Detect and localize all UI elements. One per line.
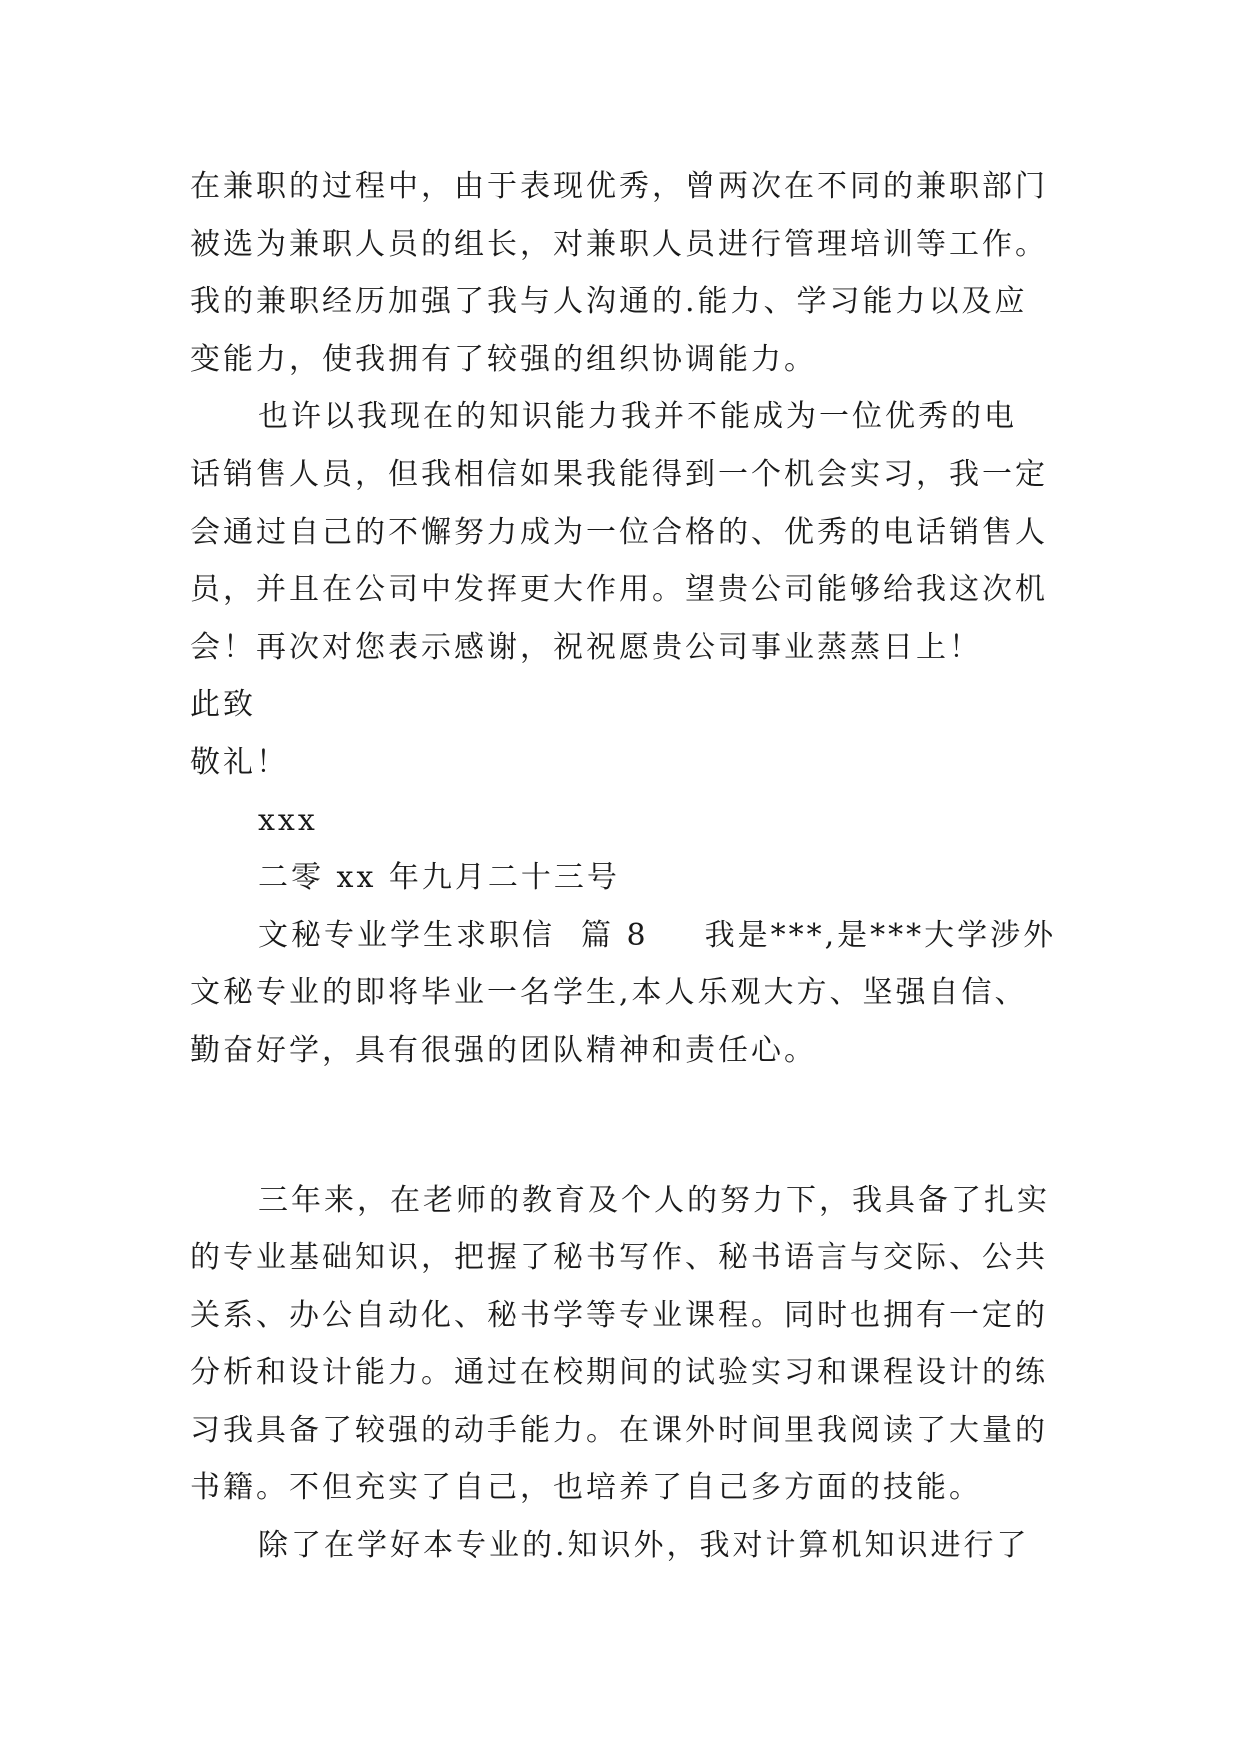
text-line: 书籍。不但充实了自己，也培养了自己多方面的技能。: [190, 1470, 982, 1506]
paragraph-studies: [190, 1172, 1070, 1518]
text-line: 也许以我现在的知识能力我并不能成为一位优秀的电: [258, 399, 1017, 435]
document-body: [190, 158, 1070, 1575]
section-title: 文秘专业学生求职信: [258, 917, 555, 953]
signature-text: xxx: [258, 802, 318, 838]
text-line: 文秘专业的即将毕业一名学生,本人乐观大方、坚强自信、: [190, 975, 1028, 1011]
paragraph-computer-skills: [190, 1517, 1070, 1575]
section-number: 篇 8: [581, 917, 649, 953]
date-text: 二零 xx 年九月二十三号: [258, 860, 620, 896]
text-line: 除了在学好本专业的.知识外，我对计算机知识进行了: [258, 1528, 1030, 1564]
text-line: 变能力，使我拥有了较强的组织协调能力。: [190, 341, 817, 377]
text-line: 会通过自己的不懈努力成为一位合格的、优秀的电话销售人: [190, 514, 1048, 550]
text-line: 话销售人员，但我相信如果我能得到一个机会实习，我一定: [190, 456, 1048, 492]
paragraph-spacer: [190, 1080, 1070, 1172]
text-line: 分析和设计能力。通过在校期间的试验实习和课程设计的练: [190, 1355, 1048, 1391]
paragraph-request: [190, 388, 1070, 676]
text-line: 员，并且在公司中发挥更大作用。望贵公司能够给我这次机: [190, 572, 1048, 608]
section-heading-line: [190, 907, 1070, 965]
text-line: 我是***,是***大学涉外: [704, 917, 1057, 953]
text-line: 关系、办公自动化、秘书学等专业课程。同时也拥有一定的: [190, 1297, 1048, 1333]
closing-text: 此致: [190, 687, 256, 723]
text-line: 在兼职的过程中，由于表现优秀，曾两次在不同的兼职部门: [190, 169, 1048, 204]
paragraph-part-time-experience: [190, 158, 1070, 388]
text-line: 勤奋好学，具有很强的团队精神和责任心。: [190, 1032, 817, 1068]
text-line: 习我具备了较强的动手能力。在课外时间里我阅读了大量的: [190, 1412, 1048, 1448]
text-line: 的专业基础知识，把握了秘书写作、秘书语言与交际、公共: [190, 1240, 1048, 1276]
text-line: 会！再次对您表示感谢，祝祝愿贵公司事业蒸蒸日上！: [190, 629, 982, 665]
text-line: 我的兼职经历加强了我与人沟通的.能力、学习能力以及应: [190, 284, 1028, 320]
salute-text: 敬礼！: [190, 744, 289, 780]
text-line: 三年来，在老师的教育及个人的努力下，我具备了扎实: [258, 1182, 1050, 1218]
text-line: 被选为兼职人员的组长，对兼职人员进行管理培训等工作。: [190, 226, 1048, 262]
